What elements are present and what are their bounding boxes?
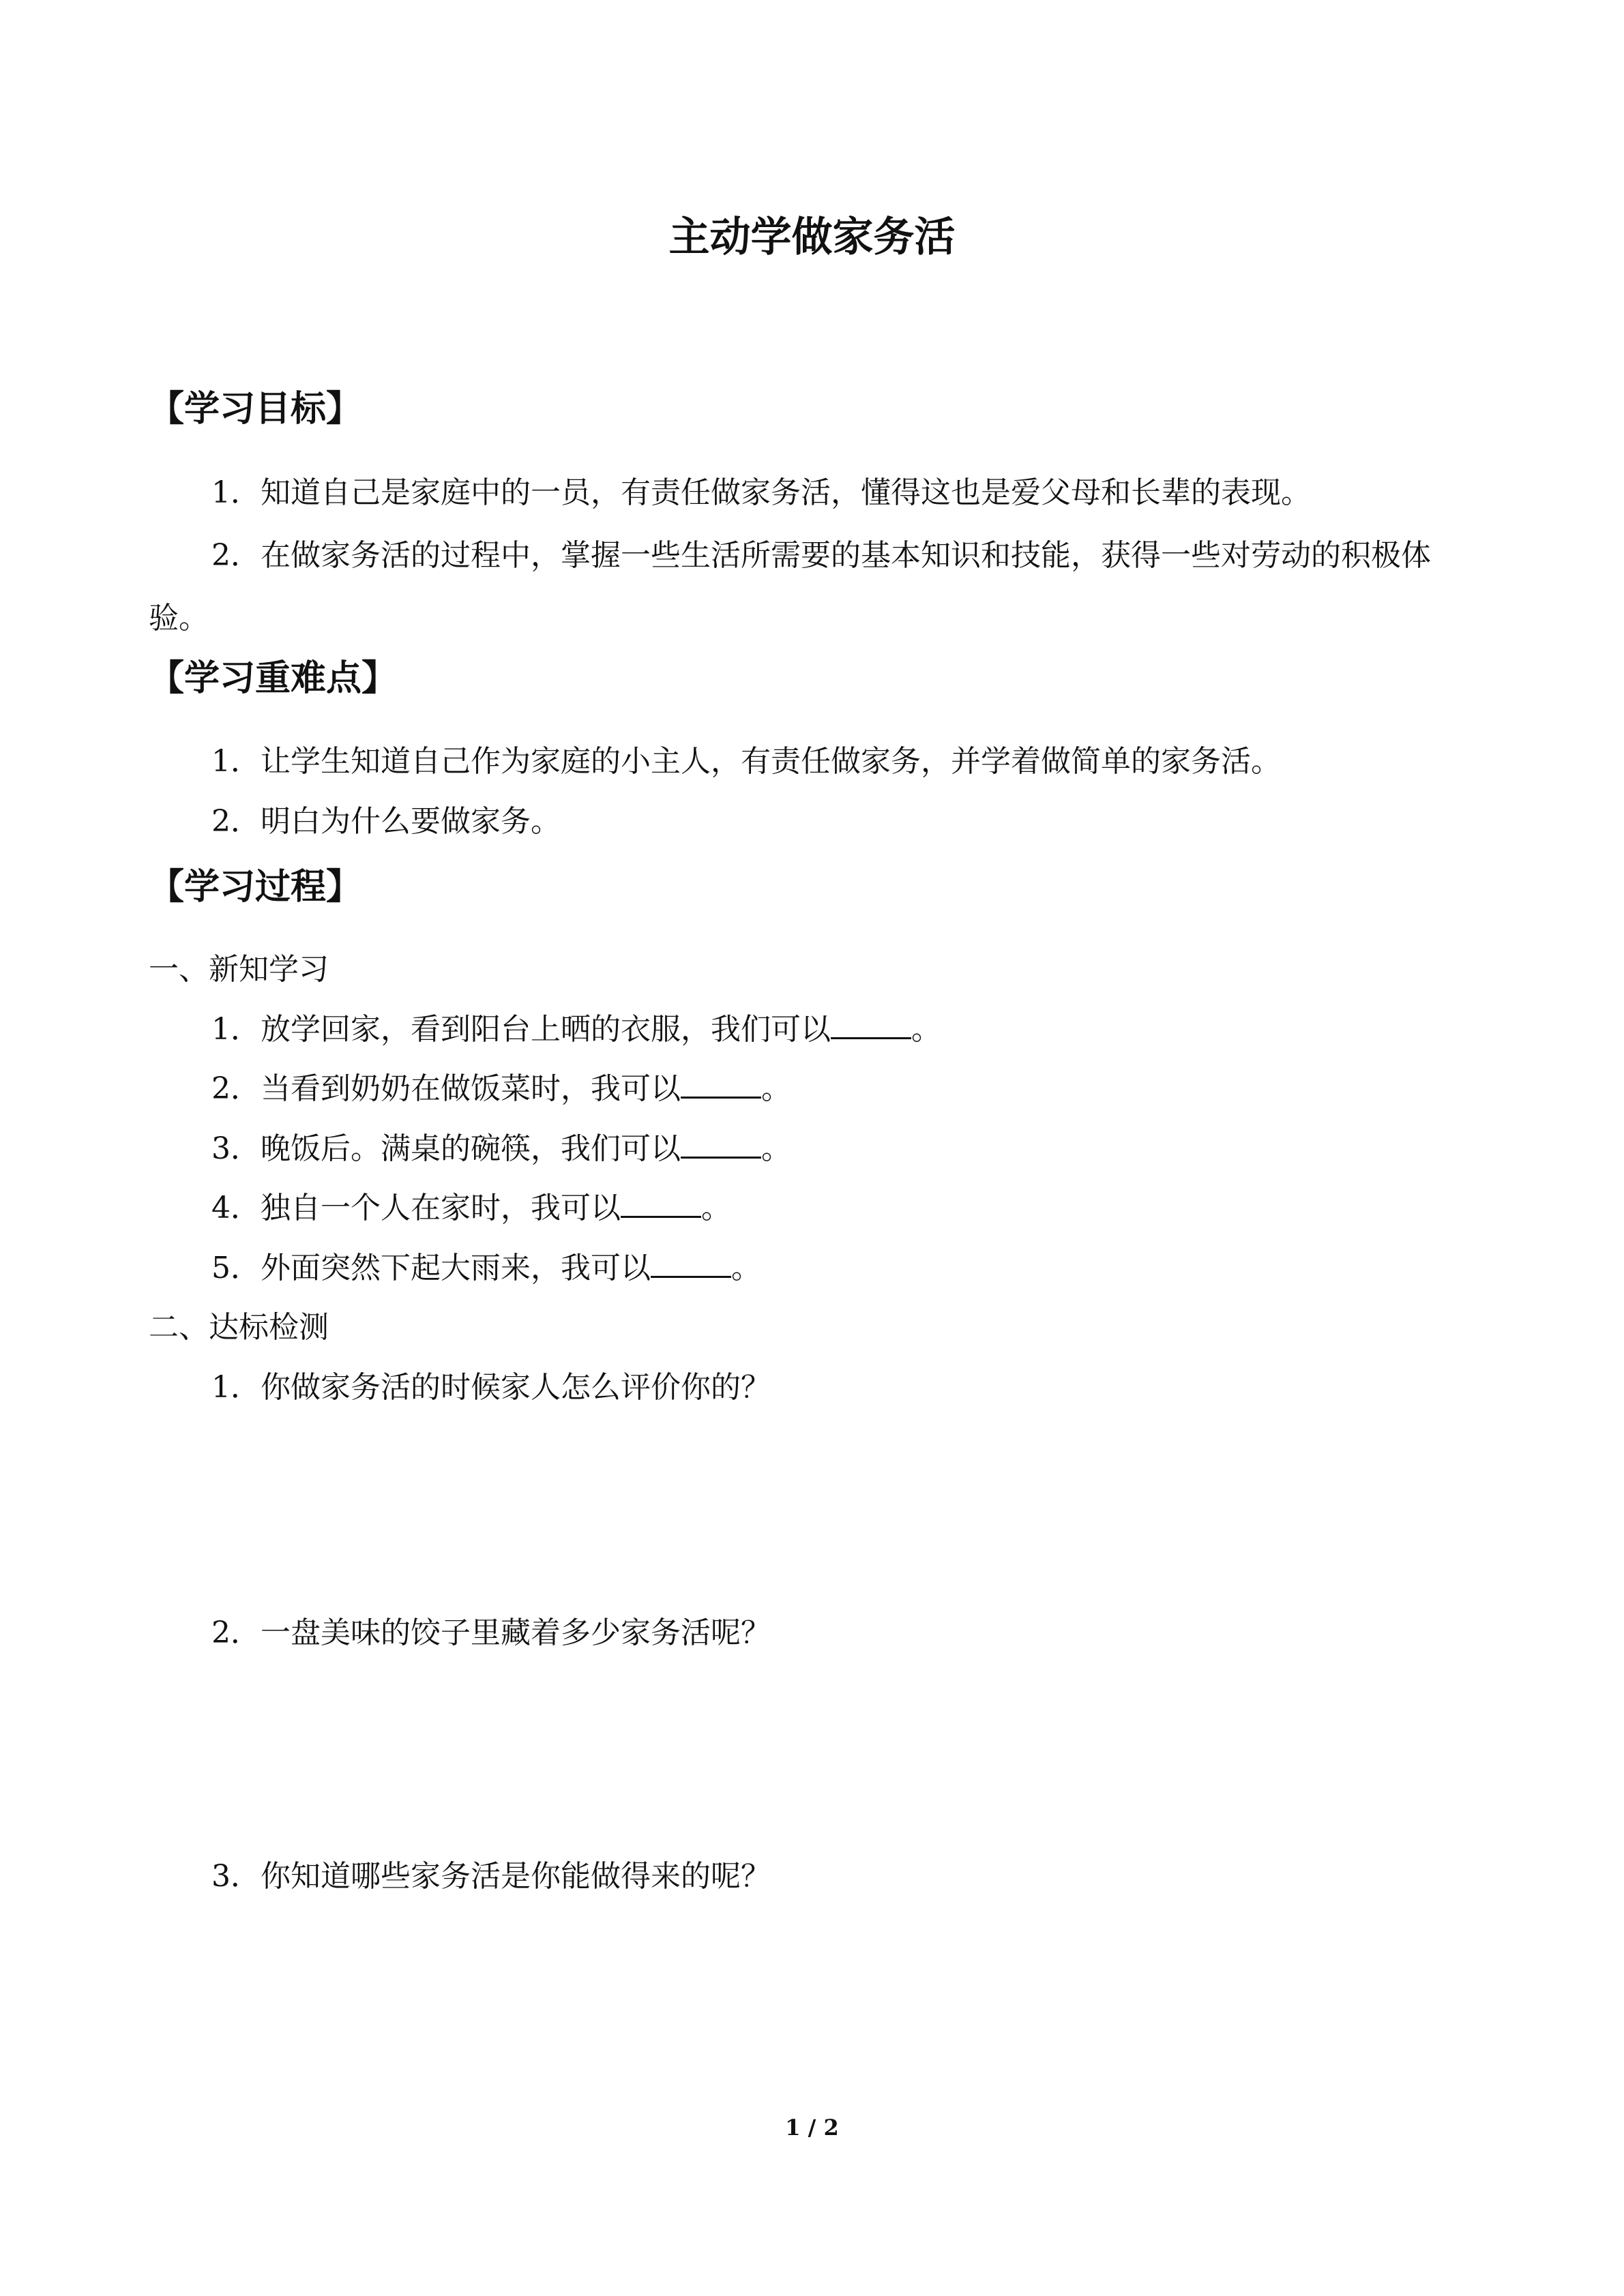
answer-blank[interactable] xyxy=(621,1189,701,1218)
key-point-item-1: 1．让学生知道自己作为家庭的小主人，有责任做家务，并学着做简单的家务活。 xyxy=(211,744,1281,779)
fill-item-5 xyxy=(211,1248,761,1289)
fill-item-text: 3．晚饭后。满桌的碗筷，我们可以 xyxy=(211,1131,681,1166)
heading-process: 【学习过程】 xyxy=(149,867,362,908)
question-item-2: 2．一盘美味的饺子里藏着多少家务活呢？ xyxy=(211,1615,771,1650)
fill-item-end: 。 xyxy=(761,1071,791,1106)
page-title: 主动学做家务活 xyxy=(668,213,956,261)
fill-item-end: 。 xyxy=(731,1251,761,1285)
fill-item-end: 。 xyxy=(911,1012,941,1047)
fill-item-text: 1．放学回家，看到阳台上晒的衣服，我们可以 xyxy=(211,1012,831,1047)
heading-objectives: 【学习目标】 xyxy=(149,389,362,430)
answer-blank[interactable] xyxy=(681,1129,761,1159)
question-item-3: 3．你知道哪些家务活是你能做得来的呢？ xyxy=(211,1859,771,1894)
answer-blank[interactable] xyxy=(831,1010,911,1039)
objective-item-2: 2．在做家务活的过程中，掌握一些生活所需要的基本知识和技能，获得一些对劳动的积极体验。 xyxy=(149,538,1431,636)
question-item-1: 1．你做家务活的时候家人怎么评价你的？ xyxy=(211,1370,771,1405)
fill-item-end: 。 xyxy=(761,1131,791,1166)
part2-label: 二、达标检测 xyxy=(149,1310,329,1345)
fill-item-end: 。 xyxy=(701,1191,731,1225)
fill-item-4 xyxy=(211,1188,731,1229)
answer-blank[interactable] xyxy=(681,1069,761,1099)
key-point-item-2: 2．明白为什么要做家务。 xyxy=(211,804,561,839)
fill-item-text: 4．独自一个人在家时，我可以 xyxy=(211,1191,621,1225)
fill-item-1 xyxy=(211,1009,941,1050)
heading-key-points: 【学习重难点】 xyxy=(149,658,398,699)
fill-item-text: 2．当看到奶奶在做饭菜时，我可以 xyxy=(211,1071,681,1106)
fill-item-3 xyxy=(211,1129,791,1169)
answer-blank[interactable] xyxy=(651,1249,731,1278)
page-number: 1 / 2 xyxy=(785,2115,839,2141)
part1-label: 一、新知学习 xyxy=(149,952,329,987)
fill-item-text: 5．外面突然下起大雨来，我可以 xyxy=(211,1251,651,1285)
objective-item-1: 1．知道自己是家庭中的一员，有责任做家务活，懂得这也是爱父母和长辈的表现。 xyxy=(211,475,1311,510)
fill-item-2 xyxy=(211,1069,791,1109)
